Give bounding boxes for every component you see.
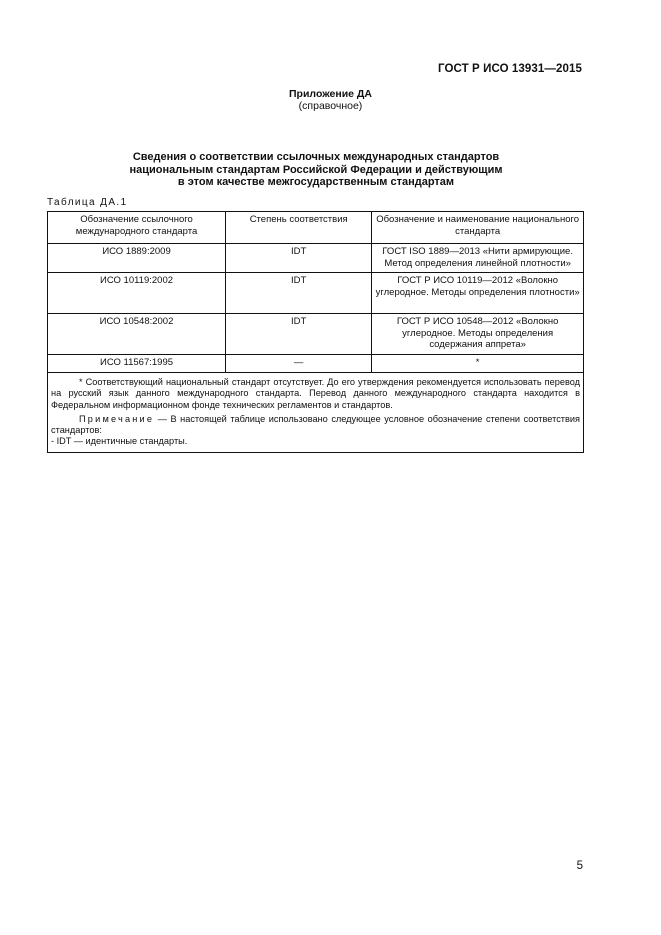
table-row (48, 273, 584, 314)
cell-reference: ИСО 1889:2009 (48, 244, 226, 273)
table-row (48, 244, 584, 273)
column-header-national: Обозначение и наименование национального стандарта (372, 212, 584, 244)
cell-national: ГОСТ Р ИСО 10548—2012 «Волокно углеродное. Методы определения содержания аппрета» (372, 314, 584, 355)
annex-heading (0, 88, 661, 112)
correspondence-table (47, 211, 584, 453)
annex-title: Приложение ДА (289, 88, 372, 100)
table-row (48, 314, 584, 355)
cell-degree: IDT (226, 273, 372, 314)
cell-degree: IDT (226, 314, 372, 355)
cell-reference: ИСО 10548:2002 (48, 314, 226, 355)
note-text: — В настоящей таблице использовано следующее условное обозначение степени соответствия стандартов: (51, 413, 580, 436)
cell-degree: IDT (226, 244, 372, 273)
annex-subtitle: (справочное) (298, 100, 363, 112)
column-header-degree: Степень соответствия (226, 212, 372, 244)
document-title-line: национальным стандартам Российской Федерации и действующим (129, 163, 503, 176)
standard-code: ГОСТ Р ИСО 13931—2015 (437, 63, 582, 75)
table-footer-row (48, 373, 584, 453)
table-row (48, 355, 584, 373)
cell-national: ГОСТ ISO 1889—2013 «Нити армирующие. Метод определения линейной плотности» (372, 244, 584, 273)
footnote: * Соответствующий национальный стандарт отсутствует. До его утверждения рекомендуется использовать перевод на русский язык данного международного стандарта. Перевод данного международного стандарта находится в Федеральном информационном фонде технических регламентов и стандартов. (51, 377, 580, 410)
cell-national: ГОСТ Р ИСО 10119—2012 «Волокно углеродное. Методы определения плотности» (372, 273, 584, 314)
cell-national: * (372, 355, 584, 373)
table-footnotes (48, 373, 584, 453)
cell-reference: ИСО 10119:2002 (48, 273, 226, 314)
table-header-row (48, 212, 584, 244)
table-note (51, 414, 580, 437)
cell-degree: — (226, 355, 372, 373)
cell-reference: ИСО 11567:1995 (48, 355, 226, 373)
document-title-line: Сведения о соответствии ссылочных международных стандартов (132, 151, 500, 163)
table-label: Таблица ДА.1 (47, 197, 128, 208)
document-title (0, 151, 632, 189)
note-label: Примечание (79, 413, 155, 424)
column-header-reference: Обозначение ссылочного международного стандарта (48, 212, 226, 244)
document-title-line: в этом качестве межгосударственным стандартам (177, 176, 455, 188)
note-item: - IDT — идентичные стандарты. (51, 436, 188, 447)
page-number: 5 (576, 860, 583, 872)
